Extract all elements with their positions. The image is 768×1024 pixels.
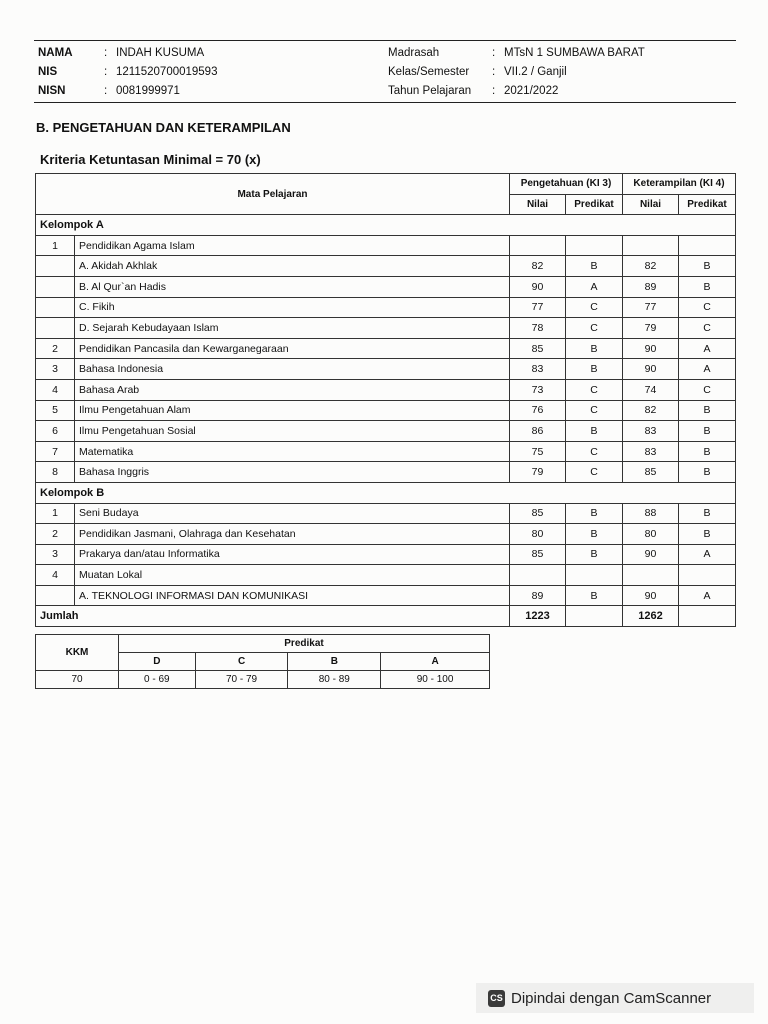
subject-row (36, 524, 736, 545)
skill-predicate: B (679, 276, 736, 297)
row-number (36, 297, 75, 318)
subject-name: Bahasa Indonesia (75, 359, 510, 380)
knowledge-predicate (566, 235, 623, 256)
skill-score: 79 (623, 318, 679, 339)
knowledge-score: 80 (510, 524, 566, 545)
skill-score: 82 (623, 400, 679, 421)
skill-score: 90 (623, 544, 679, 565)
knowledge-score: 77 (510, 297, 566, 318)
knowledge-predicate: C (566, 318, 623, 339)
skill-score: 90 (623, 585, 679, 606)
skill-predicate: B (679, 462, 736, 483)
skill-predicate: C (679, 318, 736, 339)
total-skill-predicate (679, 606, 736, 627)
skill-predicate: A (679, 338, 736, 359)
row-number: 3 (36, 544, 75, 565)
knowledge-predicate: B (566, 544, 623, 565)
subject-name: C. Fikih (75, 297, 510, 318)
predicate-legend (35, 634, 490, 689)
subject-row (36, 276, 736, 297)
subject-row (36, 338, 736, 359)
knowledge-score: 90 (510, 276, 566, 297)
subject-name: Matematika (75, 441, 510, 462)
camscanner-watermark (476, 983, 754, 1013)
subject-name: Muatan Lokal (75, 565, 510, 586)
row-number: 4 (36, 565, 75, 586)
nilai-header: Nilai (510, 194, 566, 215)
subject-name: Pendidikan Jasmani, Olahraga dan Kesehatan (75, 524, 510, 545)
skill-score: 83 (623, 441, 679, 462)
total-skill: 1262 (623, 606, 679, 627)
kelas-value: VII.2 / Ganjil (504, 65, 567, 78)
colon: : (492, 46, 496, 59)
total-knowledge: 1223 (510, 606, 566, 627)
total-knowledge-predicate (566, 606, 623, 627)
skill-predicate: B (679, 503, 736, 524)
name-label: NAMA (38, 46, 73, 59)
knowledge-score: 85 (510, 503, 566, 524)
knowledge-predicate: B (566, 256, 623, 277)
nilai-header: Nilai (623, 194, 679, 215)
skill-score: 77 (623, 297, 679, 318)
subject-row (36, 544, 736, 565)
range-b: 80 - 89 (288, 671, 381, 689)
range-a: 90 - 100 (381, 671, 490, 689)
subject-row (36, 400, 736, 421)
subject-row (36, 503, 736, 524)
skill-predicate (679, 235, 736, 256)
knowledge-predicate: B (566, 524, 623, 545)
knowledge-score: 76 (510, 400, 566, 421)
row-number (36, 585, 75, 606)
knowledge-score: 75 (510, 441, 566, 462)
skill-score: 80 (623, 524, 679, 545)
kelas-label: Kelas/Semester (388, 65, 470, 78)
nis-label: NIS (38, 65, 58, 78)
knowledge-score (510, 565, 566, 586)
skill-score: 85 (623, 462, 679, 483)
predikat-header: Predikat (679, 194, 736, 215)
camscanner-text: Dipindai dengan CamScanner (511, 989, 712, 1007)
skill-predicate (679, 565, 736, 586)
subject-name: A. Akidah Akhlak (75, 256, 510, 277)
knowledge-score (510, 235, 566, 256)
nisn-label: NISN (38, 84, 66, 97)
knowledge-score: 89 (510, 585, 566, 606)
row-number: 7 (36, 441, 75, 462)
colon: : (492, 65, 496, 78)
knowledge-score: 79 (510, 462, 566, 483)
group-a-label: Kelompok A (36, 215, 736, 236)
row-number: 8 (36, 462, 75, 483)
row-number: 6 (36, 421, 75, 442)
kkm-value: 70 (36, 671, 119, 689)
subject-row (36, 235, 736, 256)
total-label: Jumlah (36, 606, 510, 627)
subject-row (36, 297, 736, 318)
subject-row (36, 421, 736, 442)
subject-name: Bahasa Inggris (75, 462, 510, 483)
grade-d: D (119, 653, 196, 671)
knowledge-score: 82 (510, 256, 566, 277)
row-number: 2 (36, 338, 75, 359)
subject-row (36, 565, 736, 586)
knowledge-score: 78 (510, 318, 566, 339)
skill-score: 90 (623, 338, 679, 359)
tahun-label: Tahun Pelajaran (388, 84, 472, 97)
subject-row (36, 462, 736, 483)
subject-header: Mata Pelajaran (36, 174, 510, 215)
knowledge-predicate (566, 565, 623, 586)
subject-row (36, 379, 736, 400)
subject-name: Pendidikan Pancasila dan Kewarganegaraan (75, 338, 510, 359)
row-number: 4 (36, 379, 75, 400)
knowledge-predicate: B (566, 585, 623, 606)
knowledge-predicate: B (566, 503, 623, 524)
subject-name: A. TEKNOLOGI INFORMASI DAN KOMUNIKASI (75, 585, 510, 606)
grades-table (35, 173, 736, 627)
skill-score: 90 (623, 359, 679, 380)
name-value: INDAH KUSUMA (116, 46, 205, 59)
row-number: 2 (36, 524, 75, 545)
knowledge-predicate: C (566, 297, 623, 318)
madrasah-label: Madrasah (388, 46, 440, 59)
row-number: 1 (36, 503, 75, 524)
knowledge-predicate: C (566, 379, 623, 400)
row-number (36, 318, 75, 339)
knowledge-predicate: B (566, 359, 623, 380)
top-rule (34, 40, 736, 41)
colon: : (104, 65, 108, 78)
knowledge-score: 83 (510, 359, 566, 380)
colon: : (492, 84, 496, 97)
skill-score (623, 235, 679, 256)
skill-predicate: A (679, 585, 736, 606)
knowledge-predicate: C (566, 400, 623, 421)
colon: : (104, 84, 108, 97)
tahun-value: 2021/2022 (504, 84, 559, 97)
subject-name: Prakarya dan/atau Informatika (75, 544, 510, 565)
knowledge-score: 86 (510, 421, 566, 442)
nis-value: 1211520700019593 (116, 65, 218, 78)
bottom-rule (34, 102, 736, 103)
predikat-header: Predikat (566, 194, 623, 215)
predikat-header: Predikat (119, 635, 490, 653)
subject-name: Seni Budaya (75, 503, 510, 524)
subject-name: Ilmu Pengetahuan Alam (75, 400, 510, 421)
kkm-header: KKM (36, 635, 119, 671)
subject-row (36, 585, 736, 606)
grade-a: A (381, 653, 490, 671)
camscanner-icon: CS (488, 990, 505, 1007)
row-number (36, 276, 75, 297)
section-title: B. PENGETAHUAN DAN KETERAMPILAN (36, 120, 291, 135)
subject-name: B. Al Qur`an Hadis (75, 276, 510, 297)
knowledge-header: Pengetahuan (KI 3) (510, 174, 623, 195)
knowledge-predicate: C (566, 441, 623, 462)
row-number: 3 (36, 359, 75, 380)
nisn-value: 0081999971 (116, 84, 180, 97)
skill-predicate: B (679, 421, 736, 442)
knowledge-predicate: C (566, 462, 623, 483)
row-number (36, 256, 75, 277)
range-c: 70 - 79 (195, 671, 288, 689)
skill-predicate: A (679, 544, 736, 565)
skill-predicate: B (679, 400, 736, 421)
knowledge-score: 85 (510, 338, 566, 359)
grade-c: C (195, 653, 288, 671)
subject-name: D. Sejarah Kebudayaan Islam (75, 318, 510, 339)
kkm-title: Kriteria Ketuntasan Minimal = 70 (x) (40, 152, 261, 167)
knowledge-predicate: B (566, 338, 623, 359)
knowledge-predicate: A (566, 276, 623, 297)
skill-predicate: B (679, 256, 736, 277)
skill-score: 83 (623, 421, 679, 442)
subject-name: Bahasa Arab (75, 379, 510, 400)
knowledge-score: 73 (510, 379, 566, 400)
student-identity (38, 43, 738, 100)
subject-row (36, 359, 736, 380)
subject-name: Pendidikan Agama Islam (75, 235, 510, 256)
skill-predicate: C (679, 379, 736, 400)
skill-header: Keterampilan (KI 4) (623, 174, 736, 195)
group-b-label: Kelompok B (36, 482, 736, 503)
subject-row (36, 318, 736, 339)
subject-row (36, 256, 736, 277)
range-d: 0 - 69 (119, 671, 196, 689)
skill-predicate: C (679, 297, 736, 318)
skill-predicate: A (679, 359, 736, 380)
skill-predicate: B (679, 524, 736, 545)
subject-row (36, 441, 736, 462)
skill-score: 88 (623, 503, 679, 524)
row-number: 5 (36, 400, 75, 421)
skill-score: 89 (623, 276, 679, 297)
skill-score (623, 565, 679, 586)
skill-predicate: B (679, 441, 736, 462)
knowledge-score: 85 (510, 544, 566, 565)
madrasah-value: MTsN 1 SUMBAWA BARAT (504, 46, 645, 59)
grade-b: B (288, 653, 381, 671)
row-number: 1 (36, 235, 75, 256)
subject-name: Ilmu Pengetahuan Sosial (75, 421, 510, 442)
colon: : (104, 46, 108, 59)
skill-score: 74 (623, 379, 679, 400)
knowledge-predicate: B (566, 421, 623, 442)
skill-score: 82 (623, 256, 679, 277)
